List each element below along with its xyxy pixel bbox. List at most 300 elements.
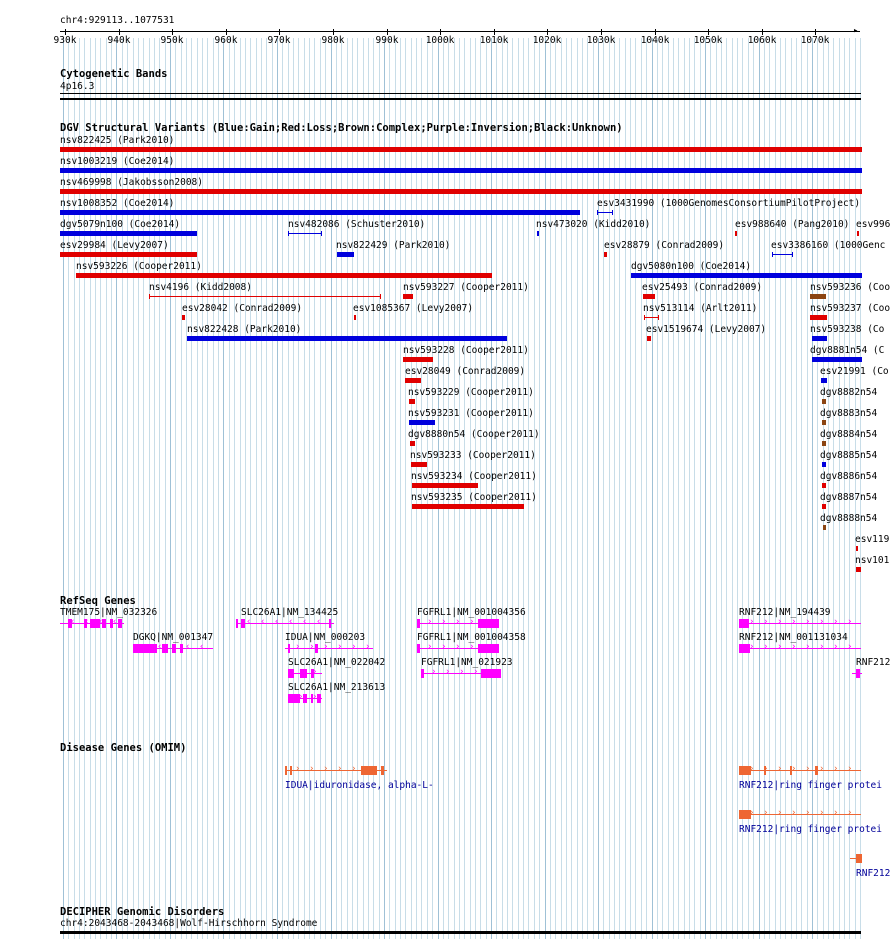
grid-line [641,38,642,939]
grid-line [454,38,455,939]
grid-line [716,38,717,939]
dgv-feature-bar[interactable] [772,254,792,255]
decipher-bar[interactable] [60,931,861,934]
grid-line [170,38,171,939]
refseq-gene-label[interactable]: FGFRL1|NM_001004358 [417,632,526,643]
dgv-feature-label[interactable]: esv3431990 (1000GenomesConsortiumPilotProject) [597,198,861,209]
refseq-gene-intron [739,648,861,649]
dgv-feature-label[interactable]: dgv8886n54 [820,471,878,482]
dgv-feature-bar[interactable] [60,147,862,152]
ruler-tick-label: 970k [267,35,291,46]
dgv-feature-bar[interactable] [647,336,651,341]
grid-line [796,38,797,939]
grid-line [405,38,406,939]
dgv-feature-bar[interactable] [810,315,827,320]
grid-line [229,38,230,939]
refseq-gene-exon[interactable] [478,619,499,628]
refseq-gene-arrow-icon: › [312,667,318,677]
grid-line [785,38,786,939]
grid-line [363,38,364,939]
dgv-feature-label[interactable]: dgv8884n54 [820,429,878,440]
omim-gene-arrow-icon: › [749,808,755,818]
dgv-feature-bar[interactable] [60,210,580,215]
dgv-feature-label[interactable]: nsv593228 (Cooper2011) [403,345,529,356]
grid-line [223,38,224,939]
dgv-feature-label[interactable]: nsv593238 (Co [810,324,885,335]
dgv-feature-label[interactable]: dgv8880n54 (Cooper2011) [408,429,540,440]
dgv-feature-label[interactable]: dgv8887n54 [820,492,878,503]
omim-gene-arrow-icon: › [295,764,301,774]
grid-line [545,38,546,939]
refseq-gene-arrow-icon: ‹ [112,617,118,627]
dgv-feature-bar[interactable] [643,294,655,299]
dgv-feature-label[interactable]: esv29984 (Levy2007) [60,240,169,251]
dgv-feature-label[interactable]: nsv822428 (Park2010) [187,324,302,335]
refseq-gene-label[interactable]: RNF212|NM_194439 [739,607,831,618]
omim-gene-arrow-icon: › [309,764,315,774]
dgv-feature-bar[interactable] [644,317,658,318]
omim-gene-exon[interactable] [285,766,287,775]
grid-line [860,38,861,939]
dgv-feature-label[interactable]: nsv593237 (Coo [810,303,890,314]
refseq-gene-arrow-icon: ‹ [260,617,266,627]
dgv-feature-bar[interactable] [149,296,380,297]
dgv-feature-label[interactable]: dgv8881n54 (C [810,345,885,356]
dgv-feature-bar[interactable] [735,231,737,236]
refseq-gene-arrow-icon: ‹ [302,617,308,627]
dgv-feature-bar[interactable] [812,357,862,362]
refseq-gene-arrow-icon: › [469,617,475,627]
omim-gene-arrow-icon: › [323,764,329,774]
dgv-feature-label[interactable]: nsv822425 (Park2010) [60,135,175,146]
grid-line [133,38,134,939]
dgv-feature-bar[interactable] [810,294,826,299]
grid-line [759,38,760,939]
refseq-gene-arrow-icon: ‹ [143,642,149,652]
refseq-gene-exon[interactable] [329,619,331,628]
refseq-gene-arrow-icon: › [749,642,755,652]
grid-line [98,38,104,939]
refseq-gene-exon[interactable] [315,644,318,653]
dgv-feature-bar[interactable] [822,420,826,425]
refseq-gene-arrow-icon: › [833,642,839,652]
refseq-gene-exon[interactable] [421,669,424,678]
grid-line [272,38,273,939]
grid-line [357,38,358,939]
refseq-gene-arrow-icon: › [805,617,811,627]
omim-gene-arrow-icon: › [805,808,811,818]
grid-line [234,38,235,939]
omim-gene-label[interactable]: RNF212 [856,868,890,879]
dgv-feature-bar[interactable] [288,233,321,234]
dgv-feature-label[interactable]: nsv593234 (Cooper2011) [411,471,537,482]
grid-line [700,38,701,939]
grid-line [657,38,658,939]
cytoband-bar[interactable] [60,98,861,100]
dgv-feature-label[interactable]: dgv5079n100 (Coe2014) [60,219,181,230]
dgv-feature-bar [149,294,150,299]
refseq-gene-arrow-icon: › [483,617,489,627]
refseq-gene-arrow-icon: › [441,642,447,652]
dgv-feature-bar[interactable] [812,336,827,341]
refseq-gene-label[interactable]: SLC26A1|NM_022042 [288,657,386,668]
grid-line [539,38,540,939]
grid-line [705,38,706,939]
omim-gene-label[interactable]: IDUA|iduronidase, alpha-L- [285,780,434,791]
dgv-feature-bar[interactable] [822,462,826,467]
track-title-omim[interactable]: Disease Genes (OMIM) [60,742,187,754]
refseq-gene-arrow-icon: › [365,642,371,652]
dgv-feature-label[interactable]: nsv513114 (Arlt2011) [643,303,758,314]
grid-line [491,38,492,939]
dgv-feature-label[interactable]: nsv593231 (Cooper2011) [408,408,534,419]
grid-line [74,38,75,939]
omim-gene-label[interactable]: RNF212|ring finger protei [739,824,882,835]
refseq-gene-arrow-icon: › [847,617,853,627]
track-title-dgv[interactable]: DGV Structural Variants (Blue:Gain;Red:Loss;Brown:Complex;Purple:Inversion;Black:Unknown) [60,122,623,134]
grid-line [379,38,380,939]
dgv-feature-bar [380,294,381,299]
grid-line [207,38,208,939]
refseq-gene-arrow-icon: › [295,642,301,652]
grid-line [320,38,321,939]
dgv-feature-bar[interactable] [537,231,539,236]
dgv-feature-label[interactable]: esv3386160 (1000Genc [771,240,886,251]
grid-line [341,38,342,939]
refseq-gene-exon[interactable] [417,644,420,653]
grid-line [689,38,690,939]
omim-gene-arrow-icon: › [777,808,783,818]
dgv-feature-bar[interactable] [187,336,507,341]
grid-line [593,38,594,939]
dgv-feature-bar[interactable] [60,231,197,236]
dgv-feature-label[interactable]: nsv593233 (Cooper2011) [410,450,536,461]
refseq-gene-arrow-icon: ‹ [185,642,191,652]
grid-line [186,38,187,939]
grid-line [673,38,674,939]
dgv-feature-bar[interactable] [822,441,826,446]
omim-gene-arrow-icon: › [777,764,783,774]
dgv-feature-bar[interactable] [182,315,185,320]
ruler-tick-label: 990k [375,35,399,46]
omim-gene-arrow-icon: › [847,808,853,818]
refseq-gene-arrow-icon: › [819,642,825,652]
dgv-feature-bar [288,231,289,236]
refseq-gene-arrow-icon: ‹ [246,617,252,627]
dgv-feature-bar [321,231,322,236]
dgv-feature-bar[interactable] [337,252,354,257]
dgv-feature-bar[interactable] [857,231,859,236]
omim-gene-arrow-icon: › [791,764,797,774]
dgv-feature-label[interactable]: esv28042 (Conrad2009) [182,303,303,314]
refseq-gene-exon[interactable] [739,619,749,628]
refseq-gene-arrow-icon: › [337,642,343,652]
refseq-gene-exon[interactable] [417,619,420,628]
refseq-gene-arrow-icon: › [777,642,783,652]
grid-line [277,38,278,939]
grid-line [165,38,166,939]
omim-gene-arrow-icon: › [763,808,769,818]
dgv-feature-bar[interactable] [405,378,421,383]
grid-line [812,38,813,939]
refseq-gene-exon[interactable] [856,669,860,678]
dgv-feature-bar[interactable] [822,504,826,509]
refseq-gene-exon[interactable] [241,619,245,628]
grid-line [577,38,578,939]
dgv-feature-label[interactable]: esv1085367 (Levy2007) [353,303,474,314]
refseq-gene-arrow-icon: › [791,617,797,627]
grid-line [352,38,353,939]
dgv-feature-bar[interactable] [409,399,415,404]
dgv-feature-bar[interactable] [821,378,827,383]
refseq-gene-exon[interactable] [288,669,294,678]
dgv-feature-bar [792,252,793,257]
dgv-feature-label[interactable]: esv28879 (Conrad2009) [604,240,725,251]
refseq-gene-exon[interactable] [118,619,122,628]
grid-line [678,38,679,939]
dgv-feature-label[interactable]: nsv482086 (Schuster2010) [288,219,426,230]
ruler-tick-label: 1030k [586,35,616,46]
dgv-feature-label[interactable]: esv28049 (Conrad2009) [405,366,526,377]
grid-line [646,38,647,939]
refseq-gene-arrow-icon: › [298,692,304,702]
omim-gene-arrow-icon: › [833,808,839,818]
dgv-feature-bar[interactable] [411,462,427,467]
refseq-gene-arrow-icon: ‹ [171,642,177,652]
grid-line [805,38,811,939]
grid-line [619,38,620,939]
grid-line [368,38,369,939]
refseq-gene-label[interactable]: IDUA|NM_000203 [285,632,366,643]
refseq-gene-arrow-icon: › [323,642,329,652]
dgv-feature-bar[interactable] [403,294,413,299]
dgv-feature-label[interactable]: nsv1008352 (Coe2014) [60,198,175,209]
omim-gene-arrow-icon: › [749,764,755,774]
grid-line [95,38,96,939]
dgv-feature-label[interactable]: nsv1003219 (Coe2014) [60,156,175,167]
grid-line [603,38,604,939]
dgv-feature-bar[interactable] [60,252,197,257]
refseq-gene-exon[interactable] [162,644,168,653]
grid-line [582,38,583,939]
dgv-feature-bar[interactable] [631,273,862,278]
refseq-gene-exon[interactable] [317,694,321,703]
ruler-tick-label: 950k [160,35,184,46]
omim-gene-arrow-icon: › [791,808,797,818]
track-title-cytoband[interactable]: Cytogenetic Bands [60,68,168,80]
grid-line [448,38,449,939]
grid-line [528,38,529,939]
dgv-feature-bar[interactable] [354,315,356,320]
grid-line [154,38,155,939]
dgv-feature-bar[interactable] [856,567,861,572]
grid-line [459,38,460,939]
decipher-entry[interactable]: chr4:2043468-2043468|Wolf-Hirschhorn Syndrome [60,918,318,929]
track-title-decipher[interactable]: DECIPHER Genomic Disorders [60,906,225,918]
grid-line [512,38,513,939]
dgv-feature-label[interactable]: nsv4196 (Kidd2008) [149,282,252,293]
dgv-feature-label[interactable]: nsv469998 (Jakobsson2008) [60,177,203,188]
grid-line [480,38,481,939]
dgv-feature-label[interactable]: esv988640 (Pang2010) [735,219,850,230]
refseq-gene-exon[interactable] [180,644,183,653]
dgv-feature-bar[interactable] [856,546,858,551]
dgv-feature-bar[interactable] [403,357,433,362]
ruler-tick-label: 1060k [747,35,777,46]
refseq-gene-arrow-icon: › [469,642,475,652]
dgv-feature-bar[interactable] [60,189,862,194]
dgv-feature-label[interactable]: esv21991 (Co [820,366,889,377]
dgv-feature-bar [597,210,598,215]
grid-line [496,38,497,939]
grid-line [662,38,663,939]
ruler-tick-label: 1000k [425,35,455,46]
dgv-feature-label[interactable]: dgv8885n54 [820,450,878,461]
refseq-gene-label[interactable]: TMEM175|NM_032326 [60,607,158,618]
grid-line [470,38,471,939]
dgv-feature-label[interactable]: nsv593226 (Cooper2011) [76,261,202,272]
dgv-feature-label[interactable]: dgv5080n100 (Coe2014) [631,261,752,272]
dgv-feature-bar[interactable] [60,168,862,173]
grid-line [197,38,198,939]
ruler-tick-label: 1050k [693,35,723,46]
grid-line [847,38,853,939]
grid-line [684,38,685,939]
grid-line [780,38,781,939]
refseq-gene-arrow-icon: › [805,642,811,652]
dgv-feature-label[interactable]: dgv8883n54 [820,408,878,419]
track-title-refseq[interactable]: RefSeq Genes [60,595,136,607]
ruler-tick-label: 930k [53,35,77,46]
refseq-gene-exon[interactable] [288,644,290,653]
refseq-gene-arrow-icon: ‹ [84,617,90,627]
dgv-feature-bar[interactable] [823,525,826,530]
grid-line [464,38,465,939]
refseq-gene-label[interactable]: DGKQ|NM_001347 [133,632,214,643]
grid-line [282,38,283,939]
dgv-feature-label[interactable]: nsv593236 (Coo [810,282,890,293]
omim-gene-arrow-icon: › [763,764,769,774]
refseq-gene-label[interactable]: SLC26A1|NM_134425 [241,607,339,618]
grid-line [411,38,412,939]
dgv-feature-bar[interactable] [822,483,826,488]
ruler-tick-label: 1010k [479,35,509,46]
grid-line [400,38,401,939]
dgv-feature-bar[interactable] [412,483,478,488]
refseq-gene-arrow-icon: › [445,667,451,677]
grid-line [336,38,337,939]
dgv-feature-bar[interactable] [76,273,492,278]
grid-line [293,38,294,939]
grid-line [256,38,257,939]
grid-line [90,38,91,939]
refseq-gene-exon[interactable] [478,644,499,653]
dgv-feature-bar[interactable] [410,441,415,446]
dgv-feature-label[interactable]: nsv101 [855,555,890,566]
grid-line [389,38,390,939]
cytoband-line [60,93,861,94]
grid-line [181,38,182,939]
refseq-gene-label[interactable]: SLC26A1|NM_213613 [288,682,386,693]
refseq-gene-label[interactable]: RNF212 [856,657,890,668]
refseq-gene-exon[interactable] [303,694,307,703]
dgv-feature-bar[interactable] [412,504,524,509]
grid-line [432,38,433,939]
refseq-gene-arrow-icon: › [427,617,433,627]
grid-line [218,38,219,939]
refseq-gene-exon[interactable] [236,619,238,628]
grid-line [79,38,80,939]
grid-line [106,38,107,939]
dgv-feature-bar[interactable] [822,399,826,404]
refseq-gene-arrow-icon: › [312,692,318,702]
dgv-feature-label[interactable]: nsv822429 (Park2010) [336,240,451,251]
grid-line [84,38,85,939]
grid-line [384,38,385,939]
grid-line [571,38,572,939]
dgv-feature-label[interactable]: esv1519674 (Levy2007) [646,324,767,335]
dgv-feature-label[interactable]: esv996 [856,219,890,230]
refseq-gene-arrow-icon: ‹ [288,617,294,627]
grid-line [250,38,251,939]
omim-gene-exon[interactable] [290,766,292,775]
ruler-axis [60,31,860,32]
dgv-feature-label[interactable]: dgv8888n54 [820,513,878,524]
refseq-gene-label[interactable]: FGFRL1|NM_021923 [421,657,513,668]
dgv-feature-label[interactable]: nsv593235 (Cooper2011) [411,492,537,503]
dgv-feature-label[interactable]: nsv593229 (Cooper2011) [408,387,534,398]
cytoband-label: 4p16.3 [60,81,95,92]
grid-line [742,38,743,939]
grid-line [534,38,535,939]
grid-line [609,38,610,939]
grid-line [191,38,192,939]
dgv-feature-label[interactable]: nsv593227 (Cooper2011) [403,282,529,293]
grid-line [111,38,112,939]
ruler-tick-label: 1020k [532,35,562,46]
grid-line [726,38,727,939]
dgv-feature-label[interactable]: esv119 [855,534,890,545]
ruler-arrow-icon: ▸ [853,26,859,36]
grid-line [302,38,308,939]
refseq-gene-label[interactable]: FGFRL1|NM_001004356 [417,607,526,618]
refseq-gene-arrow-icon: ‹ [157,642,163,652]
grid-line [598,38,599,939]
refseq-gene-label[interactable]: RNF212|NM_001131034 [739,632,848,643]
dgv-feature-bar[interactable] [409,420,435,425]
refseq-gene-arrow-icon: › [427,642,433,652]
dgv-feature-bar[interactable] [597,212,612,213]
refseq-gene-arrow-icon: › [455,642,461,652]
refseq-gene-arrow-icon: › [847,642,853,652]
dgv-feature-label[interactable]: dgv8882n54 [820,387,878,398]
grid-line [143,38,144,939]
omim-gene-label[interactable]: RNF212|ring finger protei [739,780,882,791]
grid-line [240,38,241,939]
grid-line [550,38,551,939]
grid-line [202,38,203,939]
dgv-feature-label[interactable]: esv25493 (Conrad2009) [642,282,763,293]
refseq-gene-arrow-icon: › [483,642,489,652]
grid-line [323,38,329,939]
grid-line [157,38,163,939]
dgv-feature-label[interactable]: nsv473020 (Kidd2010) [536,219,651,230]
omim-gene-exon[interactable] [856,854,862,863]
omim-gene-exon[interactable] [815,766,818,775]
grid-line [753,38,754,939]
refseq-gene-arrow-icon: › [749,617,755,627]
dgv-feature-bar[interactable] [604,252,607,257]
